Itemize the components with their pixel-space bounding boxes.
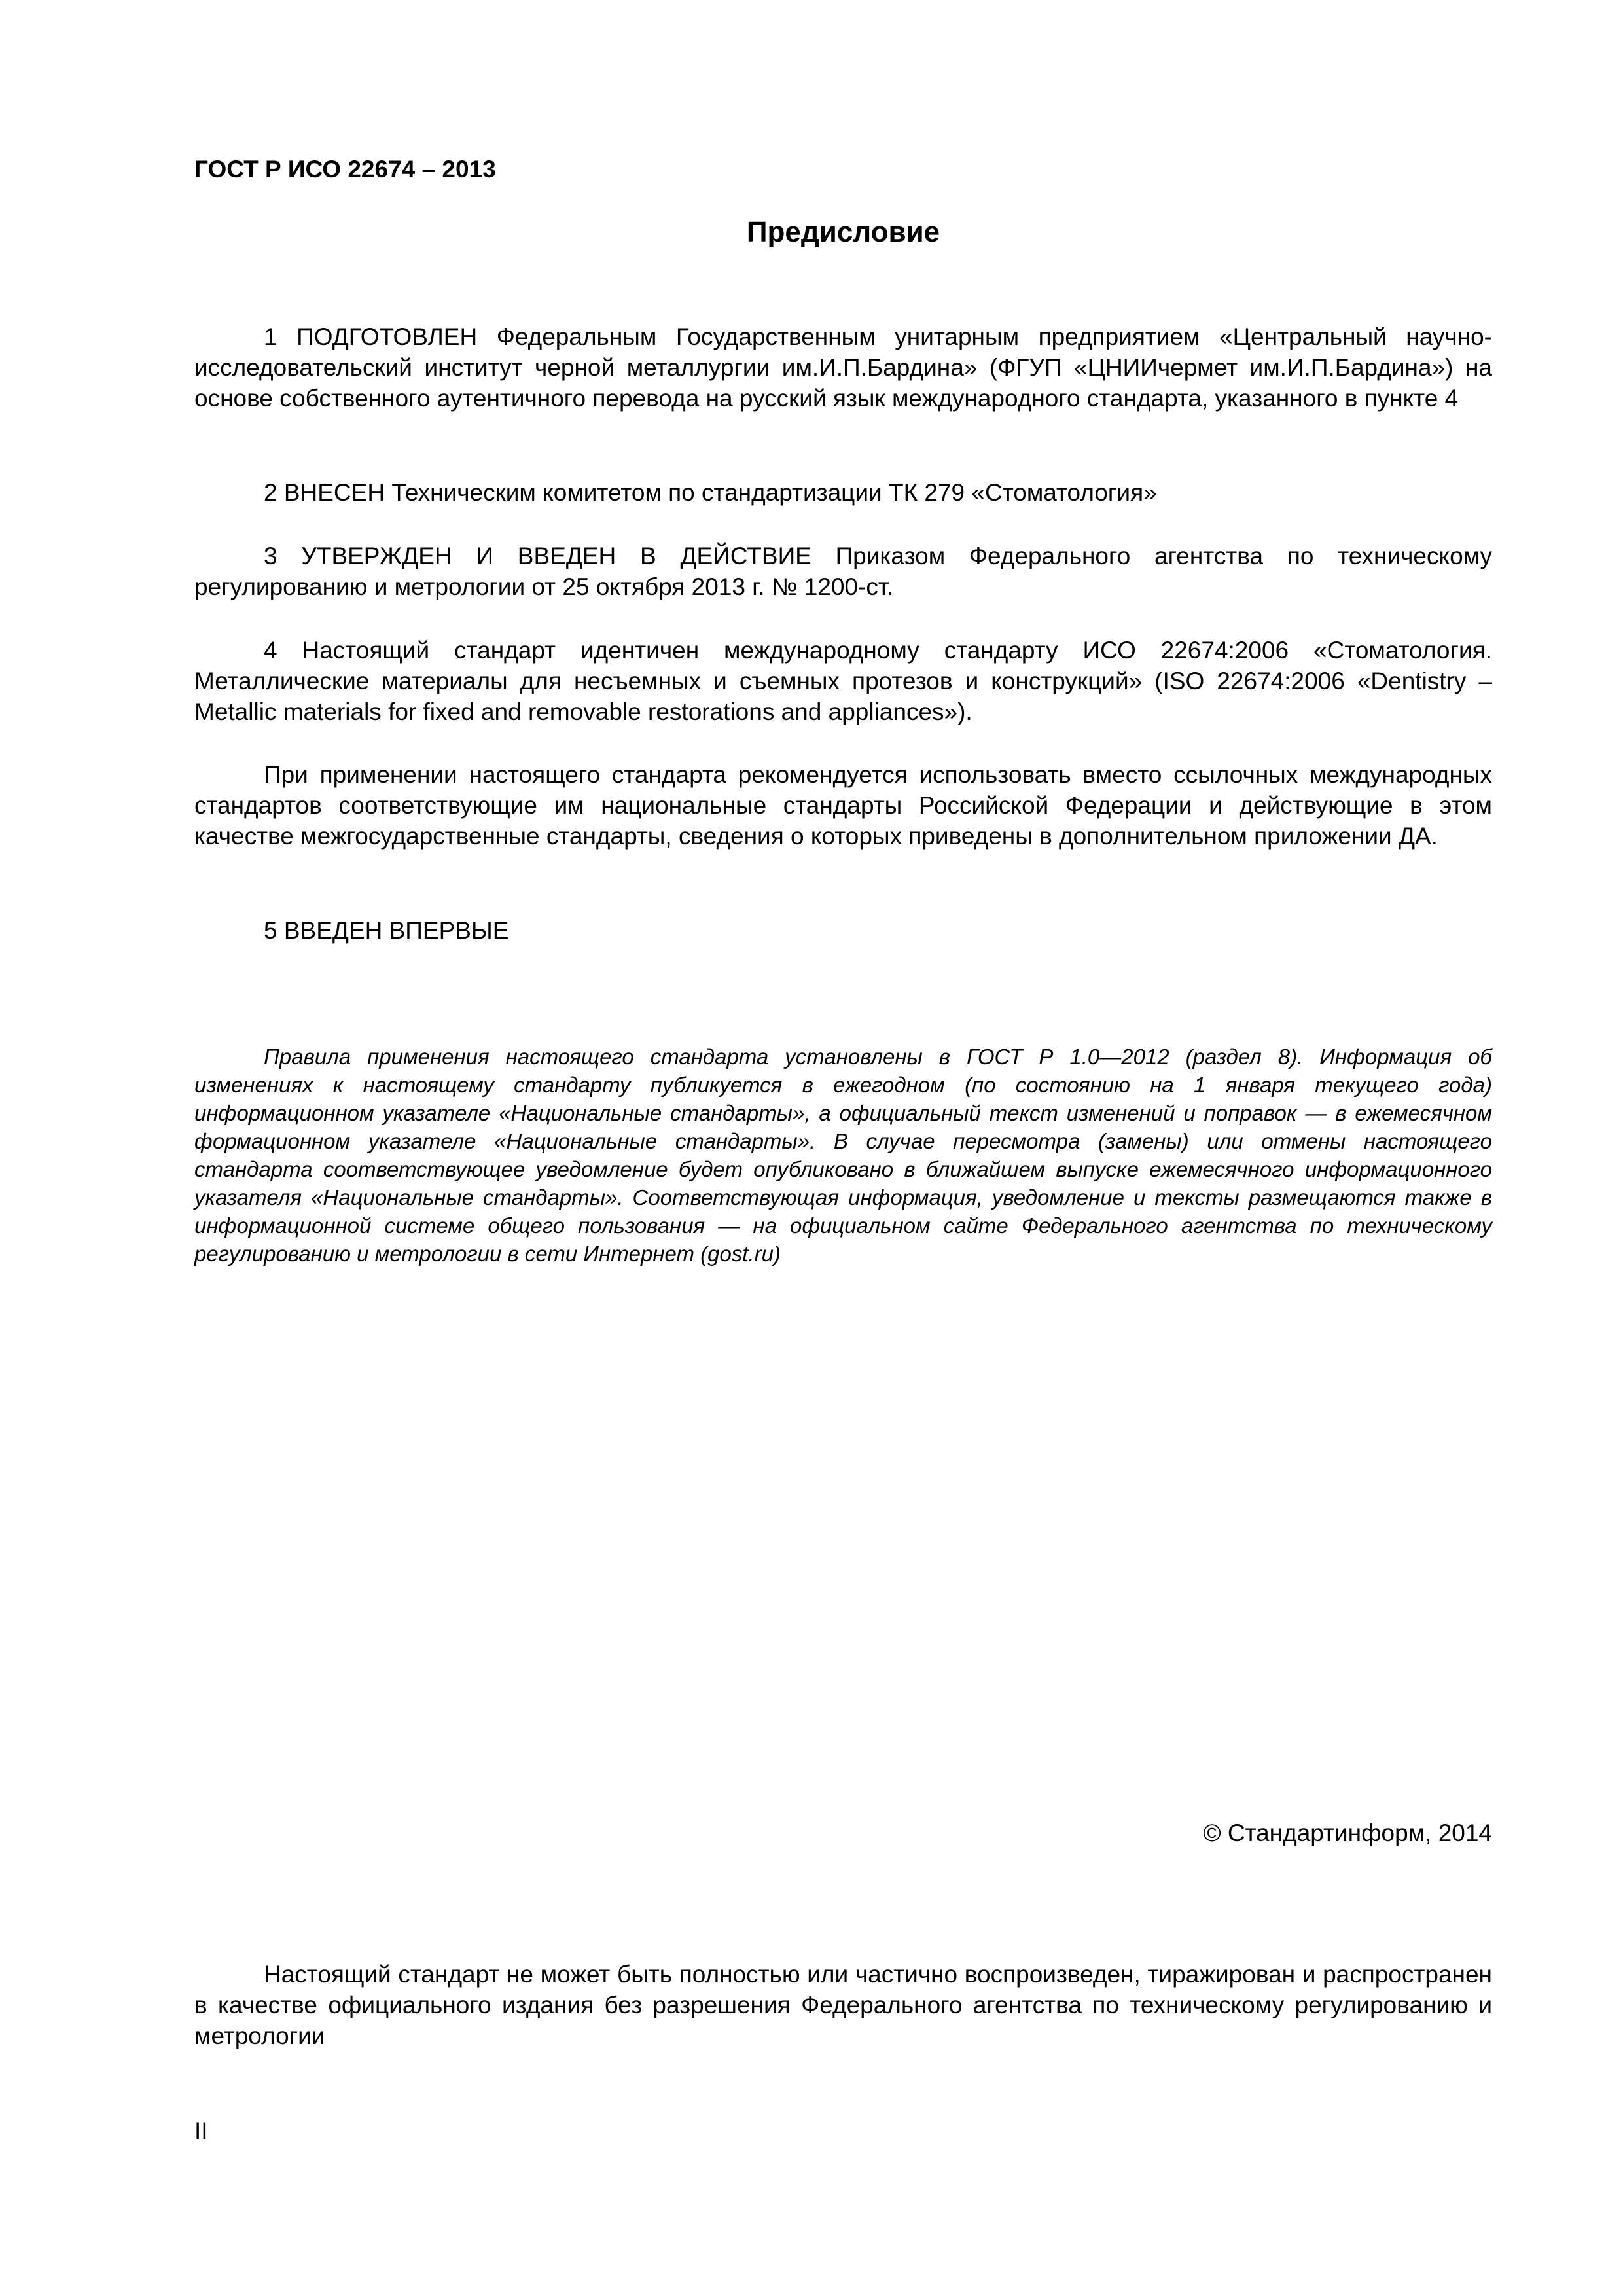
page-heading: Предисловие [746,216,940,248]
rules-note-text: Правила применения настоящего стандарта установлены в ГОСТ Р 1.0—2012 (раздел 8). Информация об изменениях к настоящему стандарту публикуется в ежегодном (по состоянию на 1 января текущего года) информационном указателе «Национальные стандарты», а официальный текст изменений и поправок — в ежемесячном формационном указателе «Национальные стандарты». В случае пересмотра (замены) или отмены настоящего стандарта соответствующее уведомление будет опубликовано в ближайшем выпуске ежемесячного информационного указателя «Национальные стандарты». Соответствующая информация, уведомление и тексты размещаются также в информационной системе общего пользования — на официальном сайте Федерального агентства по техническому регулированию и метрологии в сети Интернет (gost.ru) [194,1045,1492,1266]
rules-note [194,1043,1492,1268]
foreword-item-3 [194,541,1492,602]
page-number: II [194,2117,208,2144]
copyright-line: © Стандартинформ, 2014 [1203,1820,1492,1846]
foreword-item-2 [194,477,1492,508]
foreword-item-4-text: 4 Настоящий стандарт идентичен международному стандарту ИСО 22674:2006 «Стоматология. Металлические материалы для несъемных и съемных протезов и конструкций» (ISO 22674:2006 «Dentistry – Metallic materials for fixed and removable restorations and appliances»). [194,637,1492,725]
foreword-item-2-text: 2 ВНЕСЕН Техническим комитетом по стандартизации ТК 279 «Стоматология» [264,479,1157,506]
foreword-item-4 [194,635,1492,727]
reproduction-notice [194,1959,1492,2051]
foreword-item-5-text: 5 ВВЕДЕН ВПЕРВЫЕ [264,917,509,944]
foreword-item-4-note-text: При применении настоящего стандарта рекомендуется использовать вместо ссылочных международных стандартов соответствующие им национальные стандарты Российской Федерации и действующие в этом качестве межгосударственные стандарты, сведения о которых приведены в дополнительном приложении ДА. [194,761,1492,850]
foreword-item-5 [194,915,1492,946]
foreword-item-4-note [194,759,1492,852]
standard-designation: ГОСТ Р ИСО 22674 – 2013 [194,156,496,183]
foreword-item-3-text: 3 УТВЕРЖДЕН И ВВЕДЕН В ДЕЙСТВИЕ Приказом Федерального агентства по техническому регулированию и метрологии от 25 октября 2013 г. № 1200-ст. [194,543,1492,600]
foreword-item-1-text: 1 ПОДГОТОВЛЕН Федеральным Государственным унитарным предприятием «Центральный научно-исследовательский институт черной металлургии им.И.П.Бардина» (ФГУП «ЦНИИчермет им.И.П.Бардина») на основе собственного аутентичного перевода на русский язык международного стандарта, указанного в пункте 4 [194,323,1492,412]
reproduction-notice-text: Настоящий стандарт не может быть полностью или частично воспроизведен, тиражирован и распространен в качестве официального издания без разрешения Федерального агентства по техническому регулированию и метрологии [194,1961,1492,2049]
foreword-item-1 [194,321,1492,414]
